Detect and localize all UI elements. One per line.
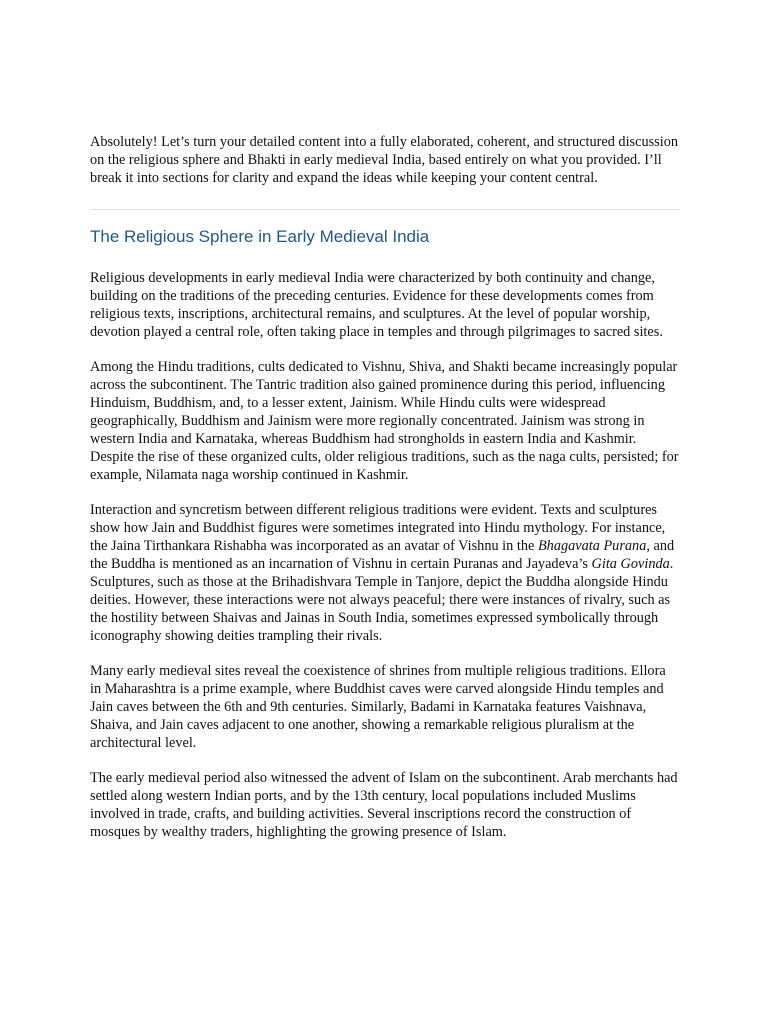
syncretism-text-a: Interaction and syncretism between different religious traditions were evident. Texts and sculptures show how Jain and Buddhist figures were sometimes integrated into Hindu mythology. For instance, the Jaina Tirthankara Rishabha was incorporated as an avatar of Vishnu in the xyxy=(90,502,666,554)
syncretism-text-c: . Sculptures, such as those at the Brihadishvara Temple in Tanjore, depict the Buddha alongside Hindu deities. However, these interactions were not always peaceful; there were instances of rivalry, such as the hostility between Shaivas and Jainas in South India, sometimes expressed symbolically through iconography showing deities trampling their rivals. xyxy=(90,556,674,644)
section-heading: The Religious Sphere in Early Medieval India xyxy=(90,227,430,246)
paragraph-religious-developments: Religious developments in early medieval India were characterized by both continuity and change, building on the traditions of the preceding centuries. Evidence for these developments comes from religious texts, inscriptions, architectural remains, and sculptures. At the level of popular worship, devotion played a central role, often taking place in temples and through pilgrimages to sacred sites. xyxy=(90,270,663,340)
bhagavata-purana-title: Bhagavata Purana xyxy=(537,538,647,554)
paragraph-advent-of-islam: The early medieval period also witnessed the advent of Islam on the subcontinent. Arab merchants had settled along western Indian ports, and by the 13th century, local populations included Muslims involved in trade, crafts, and building activities. Several inscriptions record the construction of mosques by wealthy traders, highlighting the growing presence of Islam. xyxy=(90,770,678,840)
syncretism-text-b: , and the Buddha is mentioned as an incarnation of Vishnu in certain Puranas and Jayadeva’s xyxy=(90,538,675,572)
document-body xyxy=(90,133,680,858)
gita-govinda-title: Gita Govinda xyxy=(591,556,670,572)
paragraph-syncretism xyxy=(90,501,680,645)
paragraph-coexistence-sites: Many early medieval sites reveal the coexistence of shrines from multiple religious traditions. Ellora in Maharashtra is a prime example, where Buddhist caves were carved alongside Hindu temples and Jain caves between the 6th and 9th centuries. Similarly, Badami in Karnataka features Vaishnava, Shaiva, and Jain caves adjacent to one another, showing a remarkable religious pluralism at the architectural level. xyxy=(90,663,666,751)
paragraph-hindu-traditions: Among the Hindu traditions, cults dedicated to Vishnu, Shiva, and Shakti became increasingly popular across the subcontinent. The Tantric tradition also gained prominence during this period, influencing Hinduism, Buddhism, and, to a lesser extent, Jainism. While Hindu cults were widespread geographically, Buddhism and Jainism were more regionally concentrated. Jainism was strong in western India and Karnataka, whereas Buddhism had strongholds in eastern India and Kashmir. Despite the rise of these organized cults, older religious traditions, such as the naga cults, persisted; for example, Nilamata naga worship continued in Kashmir. xyxy=(90,359,679,483)
section-divider xyxy=(90,209,680,210)
intro-paragraph: Absolutely! Let’s turn your detailed content into a fully elaborated, coherent, and structured discussion on the religious sphere and Bhakti in early medieval India, based entirely on what you provided. I’ll break it into sections for clarity and expand the ideas while keeping your content central. xyxy=(90,134,678,186)
